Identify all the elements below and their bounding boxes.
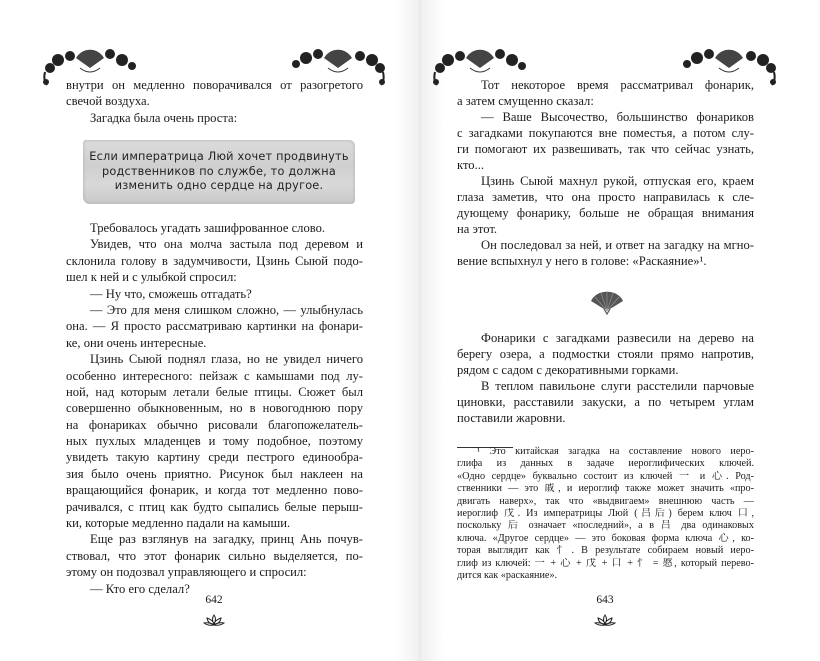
page-number-right: 643 — [596, 594, 614, 606]
text-line: она. — Я просто рассматриваю картинки на фонари- — [66, 319, 363, 334]
text-line: кто... — [457, 158, 485, 172]
riddle-line: Если императрица Люй хочет продвинуть — [89, 150, 349, 164]
text-line: циновки, расставили закуски, а по четырем углам — [457, 395, 754, 409]
text-line: — Это для меня слишком сложно, — улыбнулась — [90, 302, 363, 317]
book-spine-shadow — [395, 0, 445, 661]
text-line: В теплом павильоне слуги расстелили парчовые — [481, 379, 754, 393]
paragraph — [457, 173, 754, 237]
text-line: глиф из ключей: 一 + 心 + 戊 + 口 + 忄 = 慼, который перево- — [457, 557, 754, 569]
text-line: ных пухлых младенцев и тому подобное, поэтому — [66, 434, 363, 449]
text-line: дится как «раскаяние». — [457, 569, 558, 581]
paragraph — [457, 109, 754, 173]
text-line: — Ваше Высочество, большинство фонариков — [481, 110, 754, 124]
text-line: совершенно обыкновенным, но в новогоднюю пору — [66, 401, 363, 416]
text-line: берегу озера, а подмостки стояли прямо напротив, — [457, 347, 754, 361]
text-line: ¹ Это китайская загадка на составление нового иеро- — [477, 446, 754, 457]
text-line: глифа из данных в задаче иероглифических ключей. — [457, 458, 754, 470]
text-line: увидеть такую картину среди пестрого единообра- — [66, 450, 363, 465]
text-line: ключа. «Другое сердце» — это боковая форма ключа 心, ко- — [457, 532, 754, 544]
text-line: Увидев, что она молча застыла под деревом и — [90, 237, 363, 252]
text-line: с загадками покупаются вне поместья, а потом слу- — [457, 126, 754, 140]
paragraph — [66, 110, 363, 126]
left-main-text — [66, 220, 363, 597]
text-line: ствовал, что этот фонарик сильно выделяется, по- — [66, 548, 363, 563]
text-line: Цзинь Сыюй махнул рукой, отпуская его, краем — [481, 174, 754, 188]
paragraph — [66, 531, 363, 580]
paragraph — [457, 378, 754, 426]
text-line: Он последовал за ней, и ответ на загадку на мгно- — [481, 238, 754, 252]
paragraph — [66, 351, 363, 531]
text-line: вращающийся фонарик, и когда тот медленно пово- — [66, 483, 363, 498]
paragraph — [66, 286, 363, 302]
paragraph — [457, 446, 754, 582]
text-line: ки, которые медленно падали на камыши. — [66, 516, 291, 531]
paragraph — [66, 302, 363, 351]
text-line: вение вспыхнул у него в голове: «Раскаяние»¹. — [457, 254, 707, 268]
text-line: ги помогают их развешивать, так что сейчас узнать, — [457, 142, 754, 156]
text-line: свечой воздуха. — [66, 94, 150, 109]
text-line: иероглиф 戊. Из императрицы Люй (吕后) берем ключ 口, — [457, 507, 754, 519]
riddle-scroll — [83, 140, 355, 204]
paragraph — [457, 77, 754, 109]
text-line: рядом с садом с декоративными горками. — [457, 363, 679, 377]
paragraph — [66, 220, 363, 236]
left-top-text — [66, 77, 363, 126]
text-line: Загадка была очень проста: — [90, 110, 238, 125]
text-line: шел к ней и с улыбкой спросил: — [66, 270, 237, 285]
text-line: склонила голову в задумчивости, Цзинь Сыюй подо- — [66, 253, 363, 268]
page-number-left: 642 — [205, 594, 223, 606]
text-line: дующему фонарику, больше не обращая внимания — [457, 206, 754, 220]
text-line: Цзинь Сыюй поднял глаза, но не увидел ничего — [90, 352, 363, 367]
text-line: на фонариках обычно рисовали благопожелатель- — [66, 417, 363, 432]
text-line: «Одно сердце» буквально состоит из ключей 一 и 心. Род- — [457, 470, 754, 482]
text-line: Еще раз взглянув на загадку, принц Ань почув- — [90, 532, 363, 547]
text-line: Фонарики с загадками развесили на дерево на — [481, 331, 754, 345]
paragraph — [457, 237, 754, 269]
paragraph — [66, 236, 363, 285]
paragraph — [66, 77, 363, 110]
riddle-line: изменить одно сердце на другое. — [114, 179, 324, 193]
lotus-icon — [203, 614, 225, 626]
text-line: рачивался, с птиц как будто сыпались белые перыш- — [66, 499, 363, 514]
riddle-line: родственников по службе, то должна — [102, 164, 336, 178]
text-line: зия было очень приятно. Рисунок был наклеен на — [66, 466, 363, 481]
text-line: двигать наверх», так что «выдвигаем» внешнюю часть — — [457, 495, 754, 507]
text-line: ке, они очень интересные. — [66, 335, 207, 350]
text-line: Тот некоторое время рассматривал фонарик, — [481, 78, 754, 92]
text-line: внутри он медленно поворачивался от разогретого — [66, 78, 363, 92]
text-line: а затем смущенно сказал: — [457, 94, 594, 108]
text-line: этому он подозвал управляющего и спросил: — [66, 565, 307, 580]
text-line: особенно интересного: пейзаж с камышами под лу- — [66, 368, 363, 383]
right-bottom-text — [457, 330, 754, 426]
text-line: — Кто его сделал? — [90, 581, 190, 596]
text-line: поставили жаровни. — [457, 411, 566, 425]
text-line: глаза заметив, что она просто направилась к сле- — [457, 190, 754, 204]
text-line: поскольку 后 означает «последний», а в 吕 два одинаковых — [457, 520, 754, 532]
text-line: Требовалось угадать зашифрованное слово. — [90, 221, 326, 235]
footnote — [457, 446, 754, 582]
right-top-text — [457, 77, 754, 269]
paragraph — [457, 330, 754, 378]
text-line: — Ну что, сможешь отгадать? — [90, 286, 252, 301]
lotus-icon — [594, 614, 616, 626]
text-line: ственники — это 戚, и иероглиф также может значить «про- — [457, 483, 754, 495]
text-line: ной, над которым летали белые птицы. Сюжет был — [66, 384, 363, 399]
text-line: на этот. — [457, 222, 498, 236]
text-line: торая выглядит как 忄. В результате собираем новый иеро- — [457, 545, 754, 557]
folding-fan-icon — [589, 289, 625, 315]
